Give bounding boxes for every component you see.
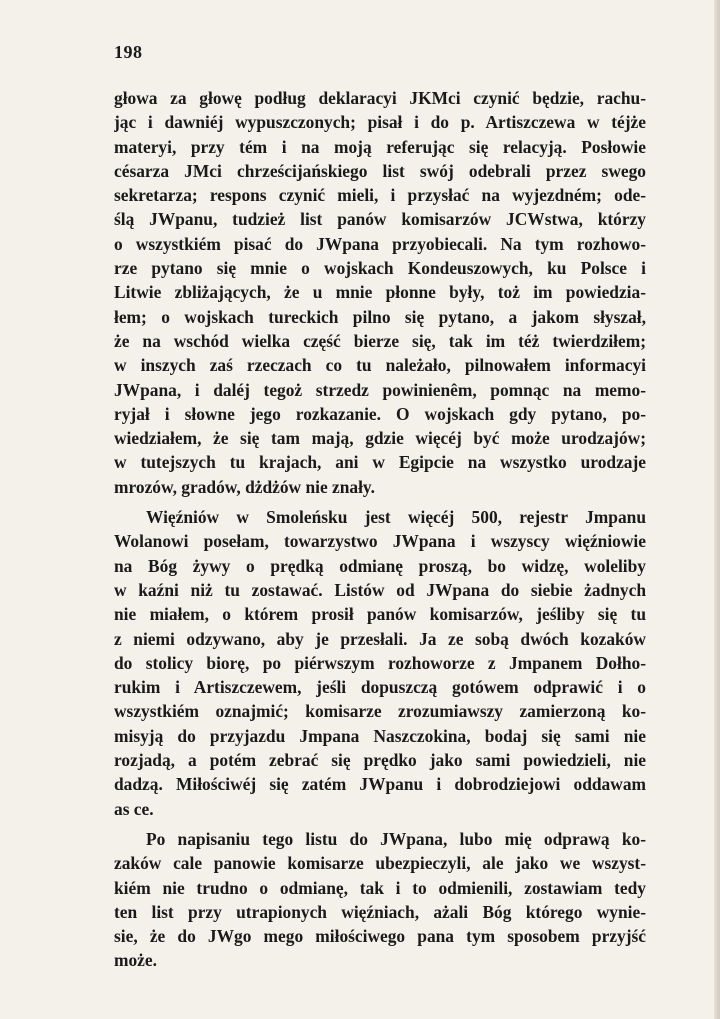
text-line: głowa za głowę podług deklaracyi JKMci czynić będzie, rachu- [114, 88, 646, 108]
text-line: rze pytano się mnie o wojskach Kondeuszowych, ku Polsce i [114, 258, 646, 279]
paragraph [114, 86, 646, 499]
text-line: ten list przy utrapionych więźniach, ażali Bóg którego wynie- [114, 901, 646, 922]
text-line: w tutejszych tu krajach, ani w Egipcie na wszystko urodzaje [114, 452, 646, 473]
text-line: ryjał i słowne jego rozkazanie. O wojskach gdy pytano, po- [114, 403, 646, 424]
text-line: dadzą. Miłościwéj się zatém JWpanu i dobrodziejowi oddawam [114, 774, 646, 795]
text-line: może. [114, 950, 157, 971]
text-line: ślą JWpanu, tudzież list panów komisarzów JCWstwa, którzy [114, 209, 646, 230]
body-text [114, 86, 646, 973]
text-line: z niemi odzywano, aby je przesłali. Ja ze sobą dwóch kozaków [114, 628, 646, 649]
text-line: kiém nie trudno o odmianę, tak i to odmienili, zostawiam tedy [114, 877, 646, 898]
text-line: w inszych zaś rzeczach co tu należało, pilnowałem informacyi [114, 355, 646, 376]
text-line: Więźniów w Smoleńsku jest więcéj 500, rejestr Jmpanu [146, 507, 646, 528]
text-line: Litwie zbliżających, że u mnie płonne były, toż im powiedzia- [114, 282, 646, 303]
page-edge [714, 0, 720, 1019]
text-line: mrozów, gradów, dżdżów nie znały. [114, 476, 376, 497]
page-number: 198 [114, 42, 143, 62]
text-line: rozjadą, a potém zebrać się prędko jako sami powiedzieli, nie [114, 750, 646, 771]
paragraph [114, 505, 646, 821]
paragraph [114, 827, 646, 973]
text-line: materyi, przy tém i na moją referując się relacyją. Posłowie [114, 136, 646, 157]
text-line: sekretarza; respons czynić mieli, i przysłać na wyjezdném; ode- [114, 185, 646, 206]
text-line: łem; o wojskach tureckich pilno się pytano, a jakom słyszał, [114, 306, 646, 327]
text-line: w kaźni niż tu zostawać. Listów od JWpana do siebie żadnych [114, 579, 646, 600]
text-line: wiedziałem, że się tam mają, gdzie więcéj być może urodzajów; [114, 428, 646, 449]
text-line: misyją do przyjazdu Jmpana Naszczokina, bodaj się sami nie [114, 725, 646, 746]
text-line: sie, że do JWgo mego miłościwego pana tym sposobem przyjść [114, 926, 646, 947]
text-line: na Bóg żywy o prędką odmianę proszą, bo widzę, woleliby [114, 555, 646, 576]
text-line: zaków cale panowie komisarze ubezpieczyli, ale jako we wszyst- [114, 853, 646, 874]
text-line: as ce. [114, 798, 154, 819]
text-line: césarza JMci chrześcijańskiego list swój odebrali przez swego [114, 160, 646, 181]
text-line: Po napisaniu tego listu do JWpana, lubo mię odprawą ko- [146, 828, 646, 849]
text-line: jąc i dawniéj wypuszczonych; pisał i do p. Artiszczewa w téjże [114, 112, 646, 133]
text-line: nie miałem, o którem prosił panów komisarzów, jeśliby się tu [114, 604, 646, 625]
text-line: JWpana, i daléj tegoż strzedz powinienêm, pomnąc na memo- [114, 379, 646, 400]
text-line: wszystkiém oznajmić; komisarze zrozumiawszy zamierzoną ko- [114, 701, 646, 722]
text-line: rukim i Artiszczewem, jeśli dopuszczą gotówem odprawić i o [114, 677, 646, 698]
text-line: Wolanowi posełam, towarzystwo JWpana i wszyscy więźniowie [114, 531, 646, 552]
text-line: do stolicy biorę, po piérwszym rozhoworze z Jmpanem Dołho- [114, 652, 646, 673]
text-line: że na wschód wielka część bierze się, tak im téż twierdziłem; [114, 330, 646, 351]
text-line: o wszystkiém pisać do JWpana przyobiecali. Na tym rozhowo- [114, 233, 646, 254]
